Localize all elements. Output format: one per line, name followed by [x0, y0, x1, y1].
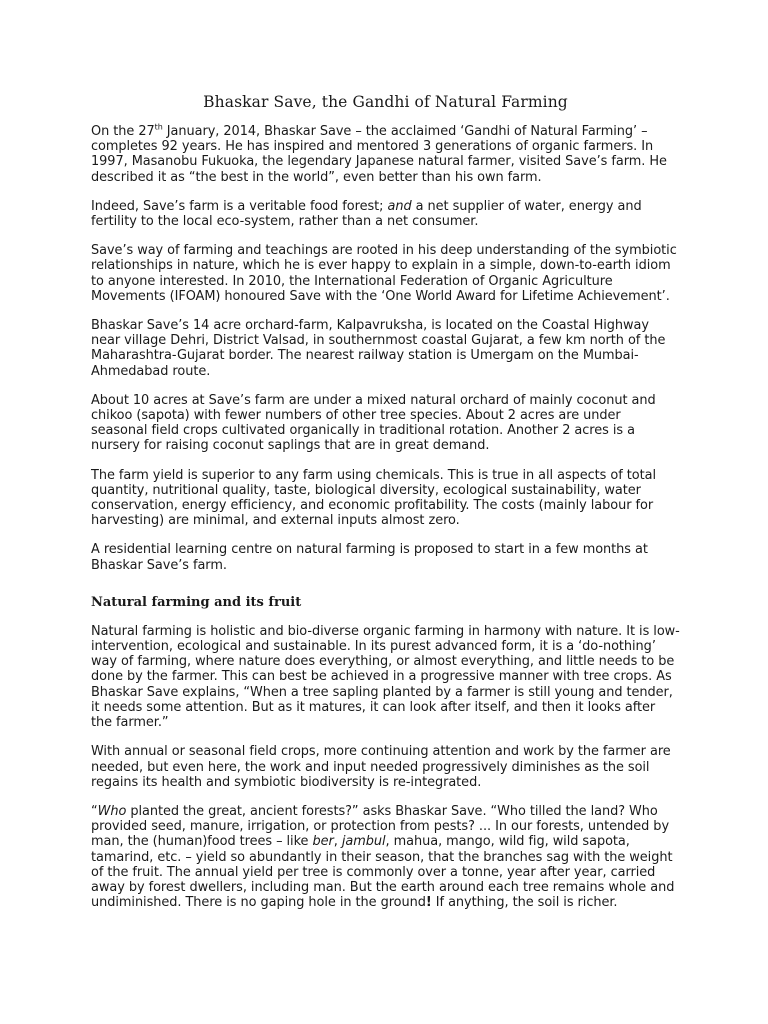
- text-run: January, 2014, Bhaskar Save – the acclaimed ‘Gandhi of Natural Farming’ – completes 92 years. He has inspired and mentored 3 generations of organic farmers. In 1997, Masanobu Fukuoka, the legendary Japanese natural farmer, visited Save’s farm. He described it as “the best in the world”, even better than his own farm.: [91, 124, 667, 185]
- text-run: Indeed, Save’s farm is a veritable food forest;: [91, 198, 388, 214]
- section-heading: Natural farming and its fruit: [91, 594, 302, 610]
- emphasis-text: Who: [97, 803, 127, 819]
- paragraph-teachings: Save’s way of farming and teachings are rooted in his deep understanding of the symbiotic relationships in nature, which he is ever happy to explain in a simple, down-to-earth idiom to anyone interested. In 2010, the International Federation of Organic Agriculture Movements (IFOAM) honoured Save with the ‘One World Award for Lifetime Achievement’.: [91, 243, 677, 304]
- document-title: Bhaskar Save, the Gandhi of Natural Farming: [203, 93, 568, 111]
- paragraph-field-crops: With annual or seasonal field crops, more continuing attention and work by the farmer are needed, but even here, the work and input needed progressively diminishes as the soil regains its health and symbiotic biodiversity is re-integrated.: [91, 744, 671, 790]
- paragraph-natural-farming: Natural farming is holistic and bio-diverse organic farming in harmony with nature. It is low-intervention, ecological and sustainable. In its purest advanced form, it is a ‘do-nothing’ way of farming, where nature does everything, or almost everything, and little needs to be done by the farmer. This can best be achieved in a progressive manner with tree crops. As Bhaskar Save explains, “When a tree sapling planted by a farmer is still young and tender, it needs some attention. But as it matures, it can look after itself, and then it looks after the farmer.”: [91, 623, 680, 731]
- emphasis-text: ber: [312, 834, 334, 850]
- ordinal-suffix: th: [154, 122, 163, 132]
- text-run: ,: [333, 834, 342, 850]
- paragraph-intro: [91, 124, 680, 185]
- emphasis-text: and: [387, 198, 412, 214]
- paragraph-learning-centre: A residential learning centre on natural farming is proposed to start in a few months at Bhaskar Save’s farm.: [91, 542, 648, 573]
- bold-exclamation: !: [425, 895, 432, 911]
- paragraph-yield: The farm yield is superior to any farm using chemicals. This is true in all aspects of total quantity, nutritional quality, taste, biological diversity, ecological sustainability, water conservation, energy efficiency, and economic profitability. The costs (mainly labour for harvesting) are minimal, and external inputs almost zero.: [91, 467, 656, 529]
- paragraph-food-forest: [91, 199, 680, 229]
- text-run: If anything, the soil is richer.: [431, 895, 618, 911]
- text-run: , mahua, mango, wild fig, wild sapota, tamarind, etc. – yield so abundantly in their season, that the branches sag with the weight of the fruit. The annual yield per tree is commonly over a tonne, year after year, carried away by forest dwellers, including man. But the earth around each tree remains whole and undiminished. There is no gaping hole in the ground: [91, 834, 675, 911]
- emphasis-text: jambul: [341, 834, 386, 850]
- paragraph-forests: [91, 804, 680, 910]
- text-run: a net supplier of water, energy and fertility to the local eco-system, rather than a net consumer.: [91, 198, 642, 230]
- paragraph-orchard: About 10 acres at Save’s farm are under a mixed natural orchard of mainly coconut and chikoo (sapota) with fewer numbers of other tree species. About 2 acres are under seasonal field crops cultivated organically in traditional rotation. Another 2 acres is a nursery for raising coconut saplings that are in great demand.: [91, 392, 656, 454]
- text-run: planted the great, ancient forests?” asks Bhaskar Save. “Who tilled the land? Who provided seed, manure, irrigation, or protection from pests? ... In our forests, untended by man, the (human)food trees – like: [91, 803, 670, 850]
- text-run: On the 27: [91, 124, 155, 139]
- paragraph-location: Bhaskar Save’s 14 acre orchard-farm, Kalpavruksha, is located on the Coastal Highway near village Dehri, District Valsad, in southernmost coastal Gujarat, a few km north of the Maharashtra-Gujarat border. The nearest railway station is Umergam on the Mumbai-Ahmedabad route.: [91, 318, 666, 379]
- text-run: “: [91, 803, 98, 819]
